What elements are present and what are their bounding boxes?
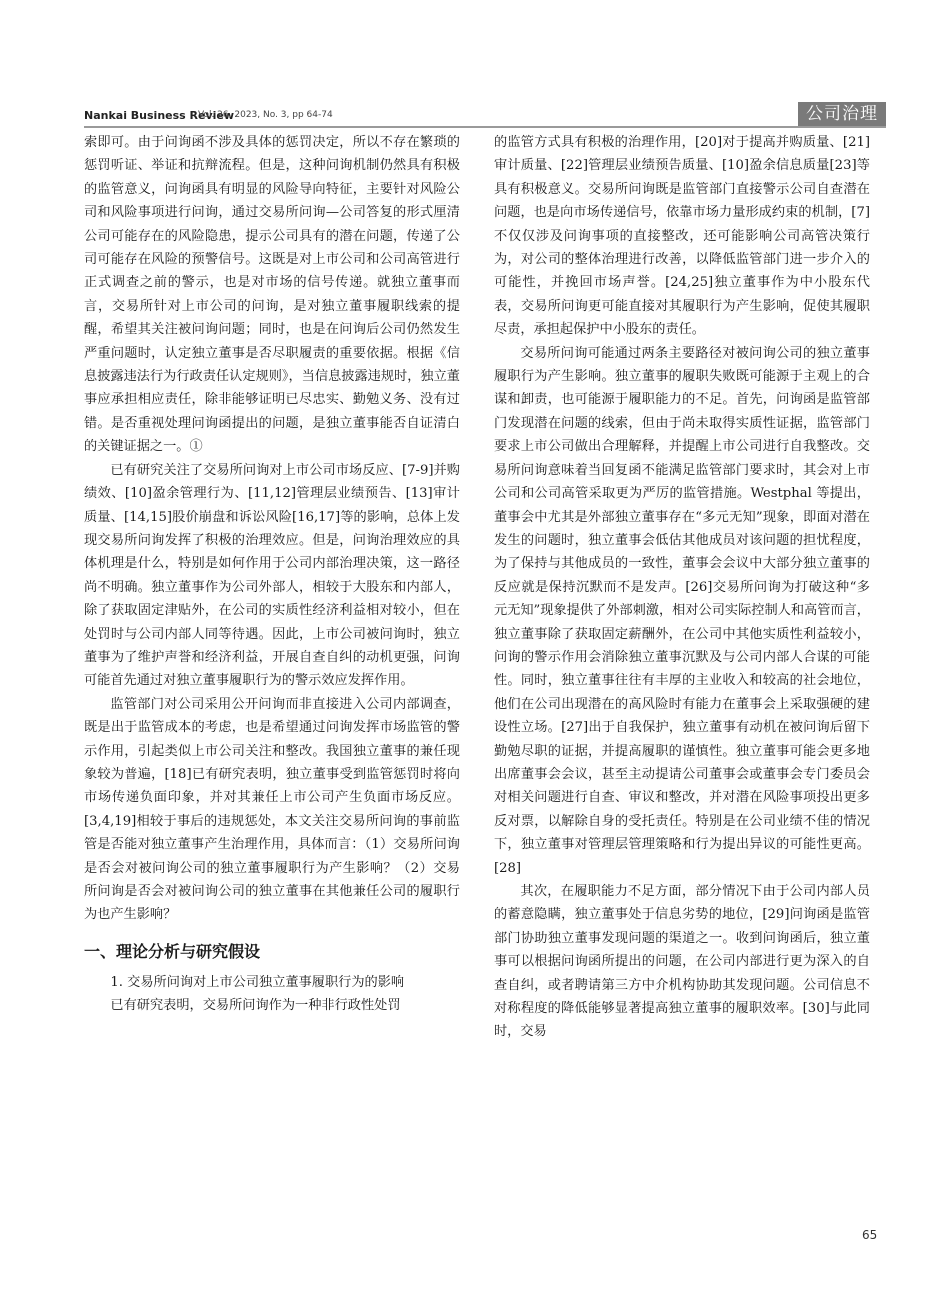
paragraph: 索即可。由于问询函不涉及具体的惩罚决定，所以不存在繁琐的惩罚听证、举证和抗辩流程。但是，这种问询机制仍然具有积极的监管意义，问询函具有明显的风险导向特征，主要针对风险公司和风险事项进行问询，通过交易所问询—公司答复的形式厘清公司可能存在的风险隐患，提示公司具有的潜在问题，传递了公司可能存在风险的预警信号。这既是对上市公司和公司高管进行正式调查之前的警示，也是对市场的信号传递。就独立董事而言，交易所针对上市公司的问询，是对独立董事履职线索的提醒，希望其关注被问询问题；同时，也是在问询后公司仍然发生严重问题时，认定独立董事是否尽职履责的重要依据。根据《信息披露违法行为行政责任认定规则》，当信息披露违规时，独立董事应承担相应责任，除非能够证明已尽忠实、勤勉义务、没有过错。是否重视处理问询函提出的问题，是独立董事能否自证清白的关键证据之一。① — [84, 135, 460, 455]
right-column — [494, 131, 870, 1044]
paragraph: 监管部门对公司采用公开问询而非直接进入公司内部调查，既是出于监管成本的考虑，也是希望通过问询发挥市场监管的警示作用，引起类似上市公司关注和整改。我国独立董事的兼任现象较为普遍，[18]已有研究表明，独立董事受到监管惩罚时将向市场传递负面印象，并对其兼任上市公司产生负面市场反应。[3,4,19]相较于事后的违规惩处，本文关注交易所问询的事前监管是否能对独立董事产生治理作用，具体而言：（1）交易所问询是否会对被问询公司的独立董事履职行为产生影响？（2）交易所问询是否会对被问询公司的独立董事在其他兼任公司的履职行为也产生影响？ — [84, 696, 460, 923]
left-column — [84, 131, 460, 1018]
issue-info: Vol. 26, 2023, No. 3, pp 64-74 — [198, 110, 333, 120]
page-number: 65 — [862, 1228, 878, 1242]
paragraph: 已有研究关注了交易所问询对上市公司市场反应、[7-9]并购绩效、[10]盈余管理行为、[11,12]管理层业绩预告、[13]审计质量、[14,15]股价崩盘和诉讼风险[16,17]等的影响，总体上发现交易所问询发挥了积极的治理效应。但是，问询治理效应的具体机理是什么，特别是如何作用于公司内部治理决策，这一路径尚不明确。独立董事作为公司外部人，相较于大股东和内部人，除了获取固定津贴外，在公司的实质性经济利益相对较小，但在处罚时与公司内部人同等待遇。因此，上市公司被问询时，独立董事为了维护声誉和经济利益，开展自查自纠的动机更强，问询可能首先通过对独立董事履职行为的警示效应发挥作用。 — [84, 462, 460, 689]
paragraph: 已有研究表明，交易所问询作为一种非行政性处罚 — [110, 998, 401, 1014]
running-header — [84, 104, 886, 128]
paragraph: 交易所问询可能通过两条主要路径对被问询公司的独立董事履职行为产生影响。独立董事的履职失败既可能源于主观上的合谋和卸责，也可能源于履职能力的不足。首先，问询函是监管部门发现潜在问题的线索，但由于尚未取得实质性证据，监管部门要求上市公司做出合理解释，并提醒上市公司进行自我整改。交易所问询意味着当回复函不能满足监管部门要求时，其会对上市公司和公司高管采取更为严厉的监管措施。Westphal 等提出，董事会中尤其是外部独立董事存在“多元无知”现象，即面对潜在发生的问题时，独立董事会低估其他成员对该问题的担忧程度，为了保持与其他成员的一致性，董事会会议中大部分独立董事的反应就是保持沉默而不是发声。[26]交易所问询为打破这种“多元无知”现象提供了外部刺激，相对公司实际控制人和高管而言，独立董事除了获取固定薪酬外，在公司中其他实质性利益较小，问询的警示作用会消除独立董事沉默及与公司内部人合谋的可能性。同时，独立董事往往有丰厚的主业收入和较高的社会地位，他们在公司出现潜在的高风险时有能力在董事会上采取强硬的建设性立场。[27]出于自我保护，独立董事有动机在被问询后留下勤勉尽职的证据，并提高履职的谨慎性。独立董事可能会更多地出席董事会会议，甚至主动提请公司董事会或董事会专门委员会对相关问题进行自查、审议和整改，并对潜在风险事项投出更多反对票，以解除自身的受托责任。特别是在公司业绩不佳的情况下，独立董事对管理层管理策略和行为提出异议的可能性更高。[28] — [494, 345, 870, 876]
section-heading: 一、理论分析与研究假设 — [84, 941, 261, 961]
paragraph: 其次，在履职能力不足方面，部分情况下由于公司内部人员的蓄意隐瞒，独立董事处于信息劣势的地位，[29]问询函是监管部门协助独立董事发现问题的渠道之一。收到问询函后，独立董事可以根据问询函所提出的问题，在公司内部进行更为深入的自查自纠，或者聘请第三方中介机构协助其发现问题。公司信息不对称程度的降低能够显著提高独立董事的履职效率。[30]与此同时，交易 — [494, 884, 870, 1040]
subsection-heading: 1. 交易所问询对上市公司独立董事履职行为的影响 — [110, 974, 405, 990]
section-tag: 公司治理 — [798, 102, 886, 126]
paragraph: 的监管方式具有积极的治理作用，[20]对于提高并购质量、[21]审计质量、[22]管理层业绩预告质量、[10]盈余信息质量[23]等具有积极意义。交易所问询既是监管部门直接警示公司自查潜在问题，也是向市场传递信号，依靠市场力量形成约束的机制，[7]不仅仅涉及问询事项的直接整改，还可能影响公司高管决策行为，对公司的整体治理进行改善，以降低监管部门进一步介入的可能性，并挽回市场声誉。[24,25]独立董事作为中小股东代表，交易所问询更可能直接对其履职行为产生影响，促使其履职尽责，承担起保护中小股东的责任。 — [494, 135, 870, 338]
journal-name: Nankai Business Review — [84, 109, 235, 122]
